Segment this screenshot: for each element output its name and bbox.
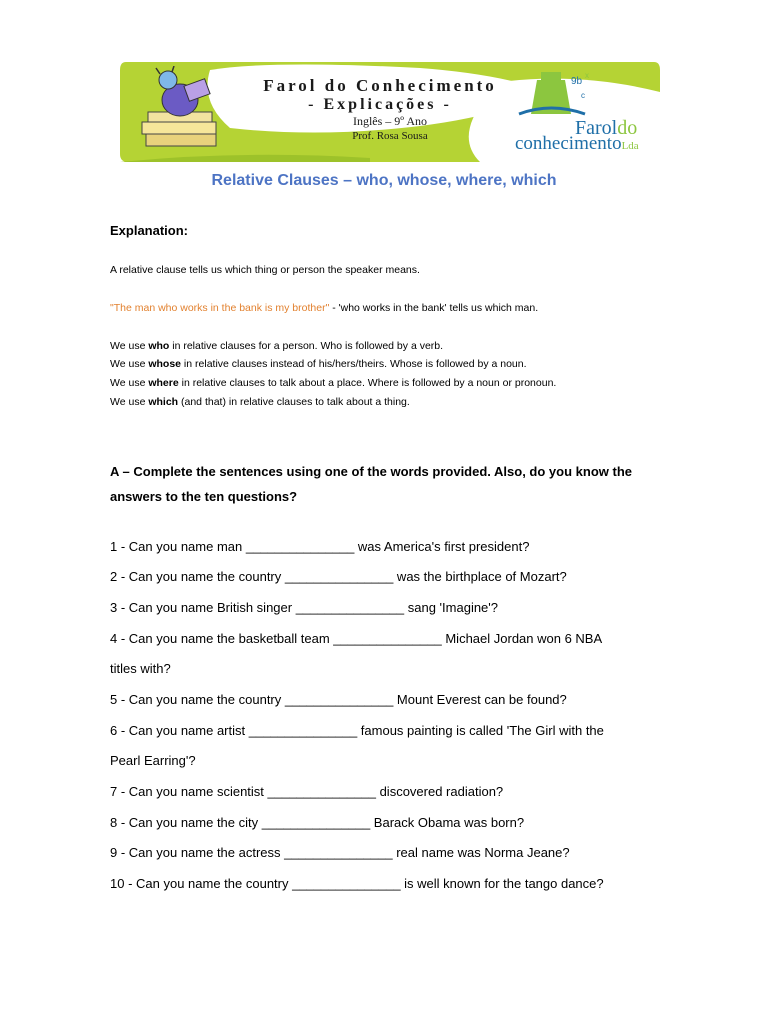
rule-text: We use — [110, 340, 149, 352]
question-4: 4 - Can you name the basketball team _______________ Michael Jordan won 6 NBA — [110, 631, 603, 646]
example-note: - 'who works in the bank' tells us which man. — [329, 302, 539, 314]
rule-text: in relative clauses to talk about a place. Where is followed by a noun or pronoun. — [178, 377, 557, 389]
explanation-intro: A relative clause tells us which thing or person the speaker means. — [110, 264, 420, 276]
question-10: 10 - Can you name the country _______________ is well known for the tango dance? — [110, 876, 604, 891]
question-4-continued: titles with? — [110, 661, 171, 676]
rule-keyword: where — [148, 377, 179, 389]
logo-word-do: do — [617, 117, 638, 139]
question-6: 6 - Can you name artist _______________ famous painting is called 'The Girl with the — [110, 723, 604, 738]
banner-subtitle: - Explicações - — [308, 96, 452, 113]
rule-text: We use — [110, 377, 149, 389]
rule-text: in relative clauses for a person. Who is followed by a verb. — [169, 340, 444, 352]
rule-text: in relative clauses instead of his/hers/theirs. Whose is followed by a noun. — [181, 358, 527, 370]
question-9: 9 - Can you name the actress _______________ real name was Norma Jeane? — [110, 845, 570, 860]
rule-where — [110, 377, 556, 389]
logo-word-conhecimento: conhecimento — [515, 133, 622, 154]
question-5: 5 - Can you name the country _______________ Mount Everest can be found? — [110, 692, 567, 707]
question-6-continued: Pearl Earring'? — [110, 753, 196, 768]
rule-keyword: who — [148, 340, 170, 352]
rule-whose — [110, 358, 527, 370]
question-1: 1 - Can you name man _______________ was America's first president? — [110, 539, 530, 554]
example-sentence: "The man who works in the bank is my brother" — [110, 302, 330, 314]
rule-text: We use — [110, 358, 149, 370]
course-label: Inglês – 9º Ano — [352, 114, 428, 128]
logo-word-lda: Lda — [621, 140, 639, 152]
section-a-heading: A – Complete the sentences using one of the words provided. Also, do you know the answers to the ten questions? — [110, 464, 632, 504]
header-banner — [120, 62, 660, 164]
teacher-label: Prof. Rosa Sousa — [352, 130, 428, 142]
page-title: Relative Clauses – who, whose, where, which — [211, 172, 557, 189]
rule-who — [110, 340, 443, 352]
rule-text: (and that) in relative clauses to talk about a thing. — [178, 396, 410, 408]
question-8: 8 - Can you name the city _______________ Barack Obama was born? — [110, 815, 525, 830]
rule-text: We use — [110, 396, 149, 408]
question-3: 3 - Can you name British singer _______________ sang 'Imagine'? — [110, 600, 499, 615]
lighthouse-logo-icon — [515, 68, 605, 118]
banner-title: Farol do Conhecimento — [263, 76, 497, 95]
svg-text:x: x — [585, 71, 589, 80]
logo-word-farol: Farol — [575, 117, 618, 139]
rule-which — [110, 396, 410, 408]
logo-text-conhecimento — [515, 134, 639, 153]
svg-text:9b: 9b — [571, 76, 583, 87]
rule-keyword: which — [148, 396, 179, 408]
explanation-example — [110, 302, 538, 314]
student-reading-books-icon — [134, 66, 224, 152]
rule-keyword: whose — [148, 358, 182, 370]
svg-text:c: c — [581, 91, 585, 100]
explanation-heading: Explanation: — [110, 223, 189, 238]
question-7: 7 - Can you name scientist _______________ discovered radiation? — [110, 784, 504, 799]
question-2: 2 - Can you name the country _______________ was the birthplace of Mozart? — [110, 569, 567, 584]
